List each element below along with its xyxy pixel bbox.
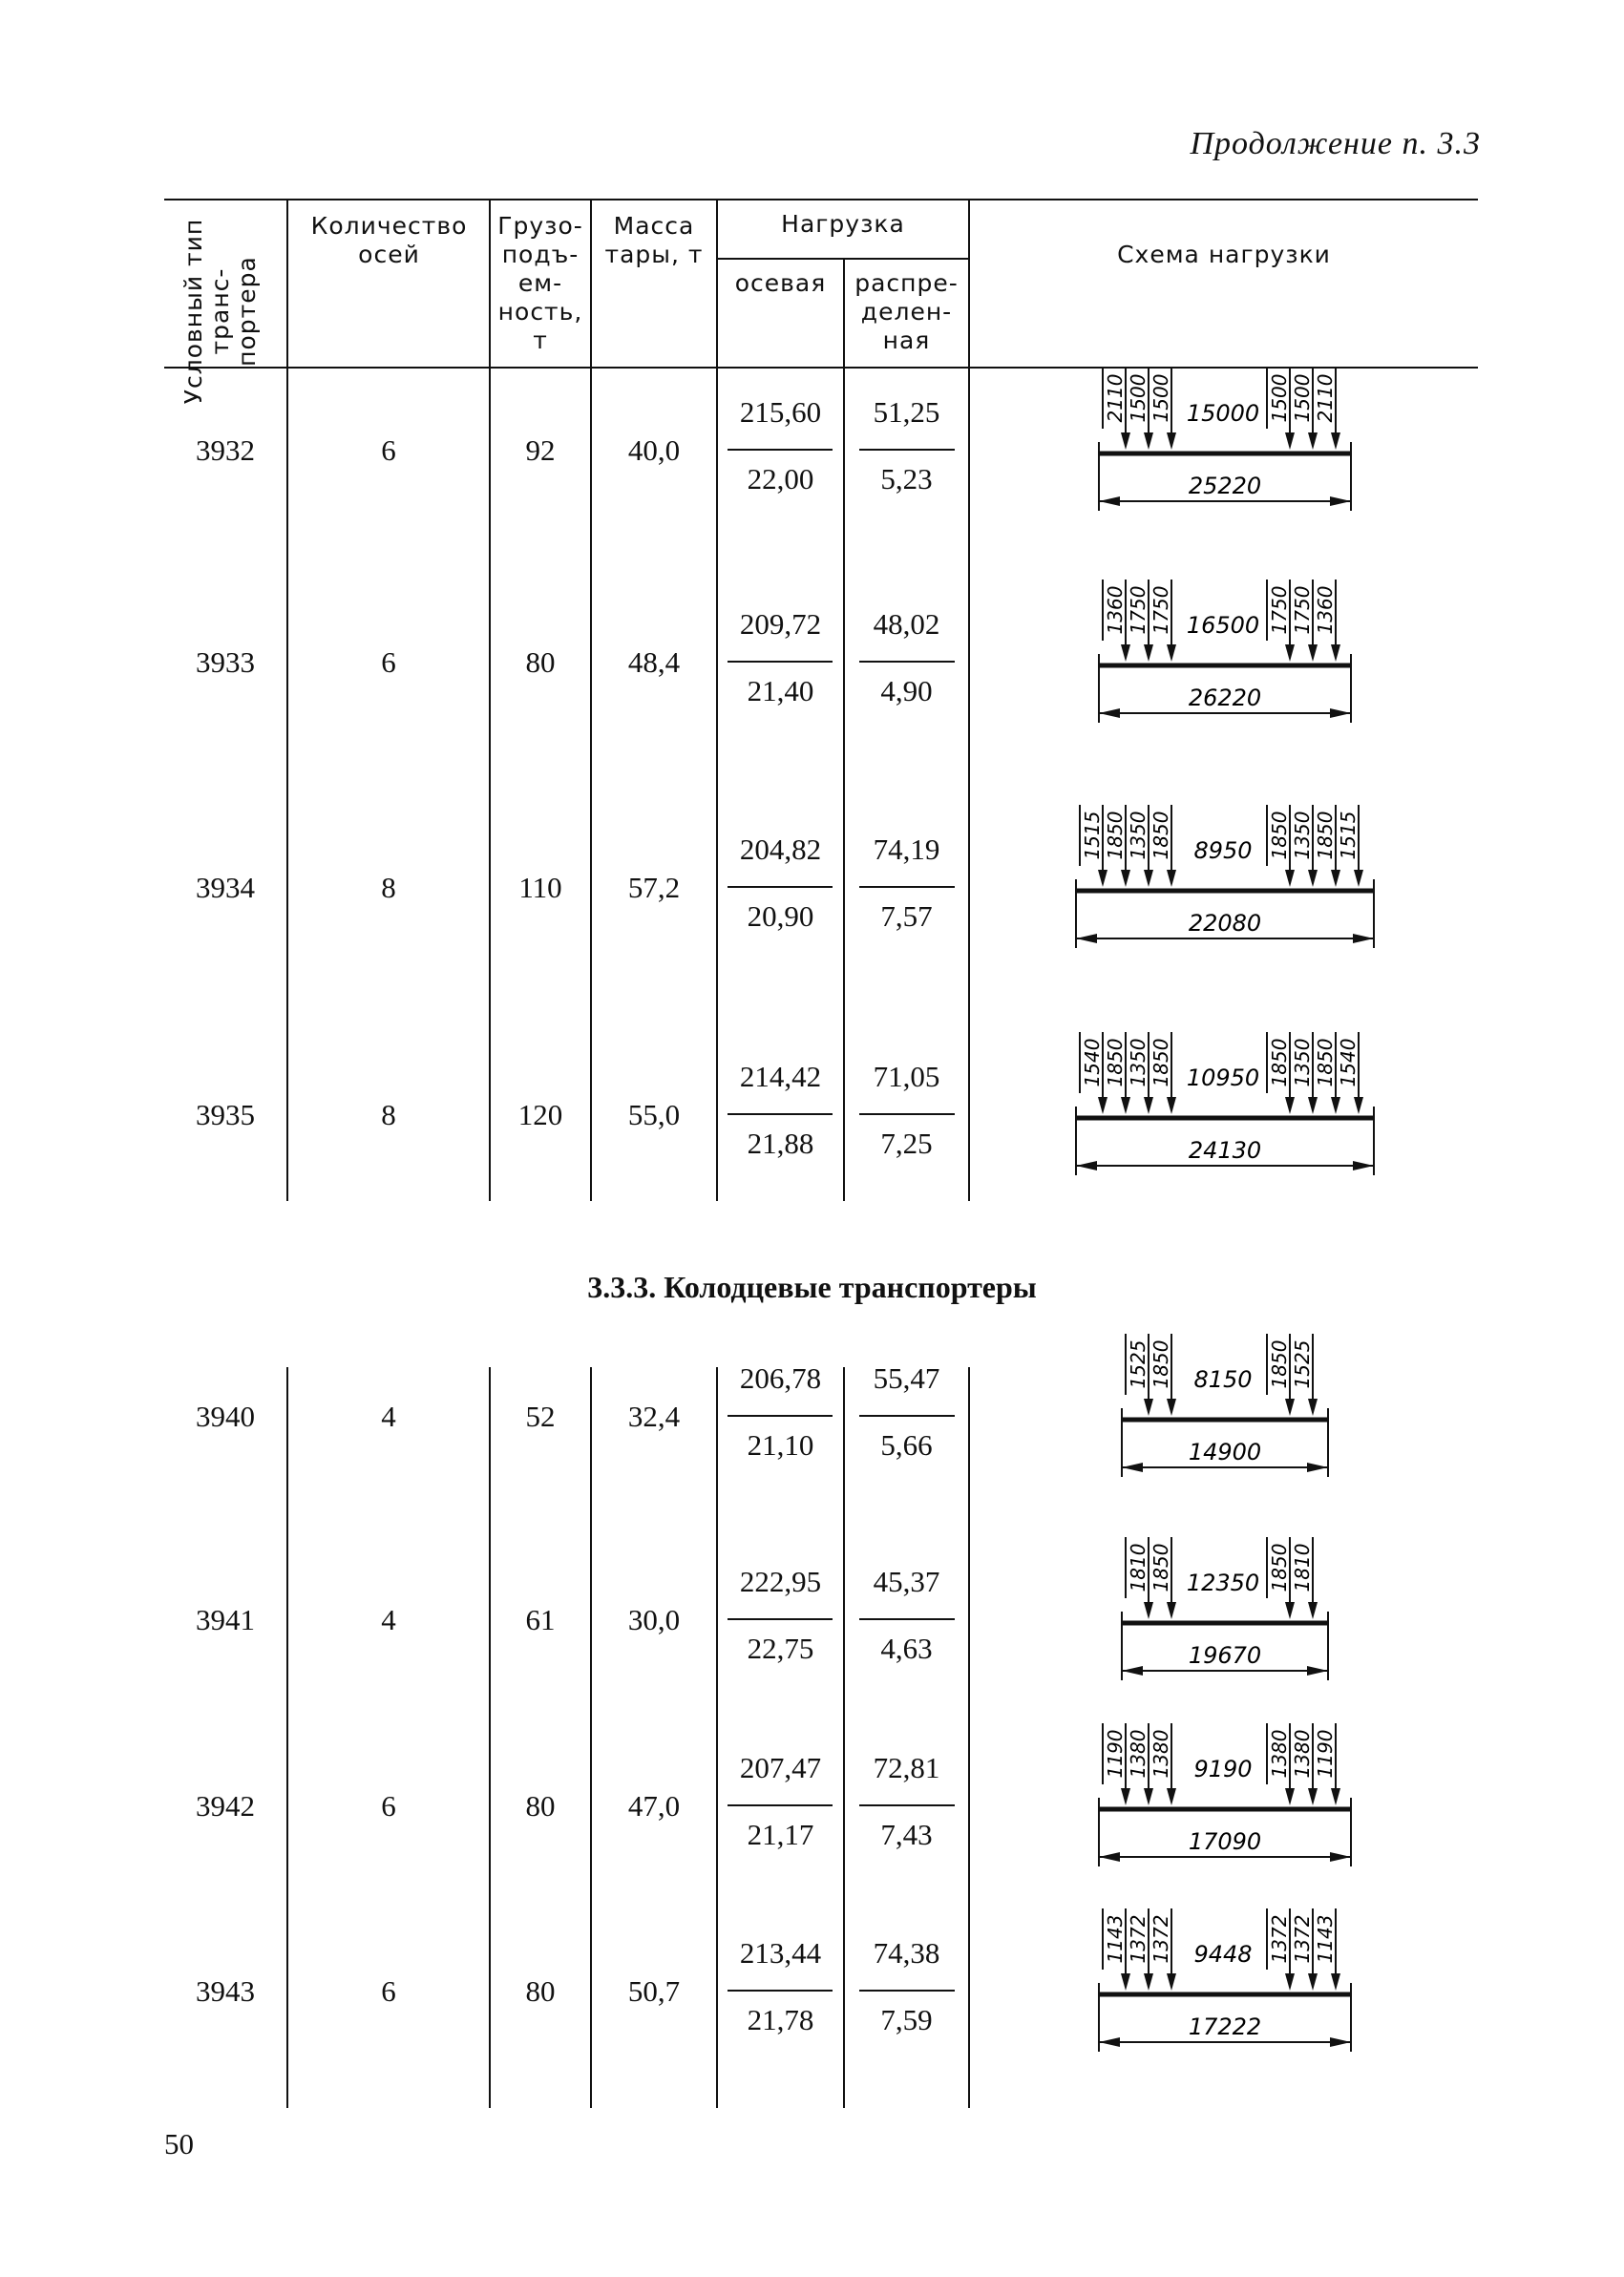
axle-spacing-label: 1360 [1104, 585, 1127, 635]
cell-axles: 6 [381, 433, 396, 467]
axle-spacing-label: 1850 [1104, 811, 1127, 860]
cell-dist_num: 48,02 [873, 607, 940, 641]
axle-arrowhead [1285, 870, 1295, 887]
axle-arrowhead [1285, 1399, 1295, 1416]
axle-arrowhead [1308, 644, 1318, 662]
axle-spacing-label: 1500 [1127, 373, 1149, 423]
axle-arrowhead [1121, 1097, 1130, 1114]
axle-arrowhead [1285, 1973, 1295, 1991]
cell-axles: 4 [381, 1400, 396, 1433]
scheme-middle-label: 16500 [1186, 612, 1260, 639]
cell-axles: 6 [381, 1974, 396, 2008]
fraction-bar [728, 886, 833, 888]
axle-spacing-label: 1500 [1149, 373, 1172, 423]
axle-arrowhead [1308, 1097, 1318, 1114]
cell-axial_num: 207,47 [739, 1751, 822, 1784]
dimension-arrow [1330, 1852, 1351, 1862]
cell-capacity: 52 [525, 1400, 556, 1433]
axle-spacing-label: 1143 [1314, 1914, 1337, 1964]
axle-spacing-label: 1372 [1127, 1914, 1149, 1964]
cell-tare: 50,7 [627, 1974, 681, 2008]
axle-spacing-label: 1500 [1291, 373, 1314, 423]
cell-axial_num: 222,95 [739, 1565, 822, 1598]
cell-dist_num: 45,37 [873, 1565, 940, 1598]
dimension-arrow [1307, 1463, 1328, 1472]
axle-arrowhead [1331, 1097, 1340, 1114]
cell-dist_den: 7,59 [880, 2003, 933, 2036]
fraction-bar [728, 1618, 833, 1620]
fraction-bar [859, 1415, 955, 1417]
axle-arrowhead [1308, 1973, 1318, 1991]
fraction-bar [728, 661, 833, 663]
dimension-arrow [1076, 1161, 1097, 1170]
cell-tare: 57,2 [627, 871, 681, 904]
axle-spacing-label: 1810 [1291, 1543, 1314, 1592]
scheme-middle-label: 15000 [1186, 400, 1260, 427]
column-header-axial: осевая [734, 269, 827, 297]
axle-spacing-label: 1380 [1291, 1729, 1314, 1779]
axle-arrowhead [1285, 1097, 1295, 1114]
axle-spacing-label: 1190 [1104, 1729, 1127, 1779]
section-title: 3.3.3. Колодцевые транспортеры [587, 1270, 1037, 1304]
axle-arrowhead [1285, 1602, 1295, 1619]
axle-arrowhead [1354, 870, 1363, 887]
fraction-bar [859, 886, 955, 888]
cell-tare: 30,0 [627, 1603, 681, 1636]
axle-spacing-label: 1525 [1291, 1339, 1314, 1389]
load-scheme-diagram [1099, 1529, 1351, 1692]
header-separator [286, 199, 288, 368]
column-rule [590, 369, 592, 1201]
cell-type: 3942 [196, 1789, 255, 1823]
dimension-arrow [1099, 708, 1120, 718]
column-header-distributed: распре- делен- ная [854, 269, 959, 354]
axle-arrowhead [1167, 1973, 1176, 1991]
cell-dist_den: 7,43 [880, 1818, 933, 1851]
dimension-arrow [1099, 496, 1120, 506]
axle-spacing-label: 1850 [1149, 1339, 1172, 1389]
axle-arrowhead [1331, 1788, 1340, 1805]
axle-arrowhead [1144, 1399, 1153, 1416]
cell-axial_den: 22,00 [747, 462, 814, 495]
column-rule [968, 1367, 970, 2108]
scheme-total-label: 22080 [1188, 910, 1262, 937]
cell-axial_den: 21,17 [747, 1818, 814, 1851]
cell-tare: 47,0 [627, 1789, 681, 1823]
dimension-arrow [1353, 1161, 1374, 1170]
axle-spacing-label: 1850 [1149, 1038, 1172, 1087]
axle-spacing-label: 1750 [1268, 585, 1291, 635]
cell-axial_den: 22,75 [747, 1632, 814, 1665]
axle-spacing-label: 1750 [1127, 585, 1149, 635]
cell-dist_den: 5,23 [880, 462, 933, 495]
axle-arrowhead [1308, 432, 1318, 450]
cell-tare: 48,4 [627, 645, 681, 679]
fraction-bar [728, 1804, 833, 1806]
axle-arrowhead [1308, 1602, 1318, 1619]
dimension-arrow [1122, 1666, 1143, 1676]
column-rule [489, 369, 491, 1201]
dimension-arrow [1099, 1852, 1120, 1862]
cell-type: 3933 [196, 645, 255, 679]
fraction-bar [728, 1113, 833, 1115]
axle-spacing-label: 1350 [1127, 1038, 1149, 1087]
load-scheme-diagram [1053, 1024, 1397, 1187]
cell-type: 3941 [196, 1603, 255, 1636]
cell-dist_num: 74,38 [873, 1936, 940, 1970]
axle-spacing-label: 1372 [1268, 1914, 1291, 1964]
axle-spacing-label: 1850 [1149, 811, 1172, 860]
axle-spacing-label: 1850 [1268, 1543, 1291, 1592]
axle-arrowhead [1285, 432, 1295, 450]
axle-spacing-label: 1515 [1081, 811, 1104, 860]
axle-spacing-label: 1350 [1291, 1038, 1314, 1087]
cell-axial_num: 209,72 [739, 607, 822, 641]
axle-arrowhead [1144, 1602, 1153, 1619]
cell-axles: 8 [381, 1098, 396, 1131]
cell-capacity: 120 [517, 1098, 563, 1131]
fraction-bar [859, 1113, 955, 1115]
axle-arrowhead [1331, 432, 1340, 450]
scheme-total-label: 14900 [1188, 1439, 1262, 1465]
axle-spacing-label: 1350 [1291, 811, 1314, 860]
column-rule [843, 1367, 845, 2108]
fraction-bar [859, 1618, 955, 1620]
continuation-label: Продолжение п. 3.3 [1190, 126, 1481, 161]
fraction-bar [859, 449, 955, 451]
scheme-total-label: 17090 [1188, 1828, 1262, 1855]
cell-dist_num: 71,05 [873, 1060, 940, 1093]
cell-axial_num: 215,60 [739, 395, 822, 429]
cell-type: 3943 [196, 1974, 255, 2008]
dimension-arrow [1076, 934, 1097, 943]
axle-spacing-label: 1850 [1149, 1543, 1172, 1592]
axle-spacing-label: 1850 [1268, 1339, 1291, 1389]
cell-axial_den: 21,88 [747, 1127, 814, 1160]
cell-type: 3934 [196, 871, 255, 904]
axle-arrowhead [1308, 1399, 1318, 1416]
header-separator [968, 199, 970, 368]
axle-spacing-label: 1750 [1149, 585, 1172, 635]
table-top-rule [164, 199, 1478, 200]
cell-dist_den: 7,57 [880, 899, 933, 933]
axle-spacing-label: 1380 [1149, 1729, 1172, 1779]
column-rule [968, 369, 970, 1201]
dimension-arrow [1122, 1463, 1143, 1472]
axle-spacing-label: 1143 [1104, 1914, 1127, 1964]
scheme-middle-label: 9448 [1193, 1941, 1253, 1968]
axle-spacing-label: 1515 [1337, 811, 1360, 860]
fraction-bar [859, 1990, 955, 1992]
column-header-load: Нагрузка [781, 210, 905, 238]
cell-axles: 4 [381, 1603, 396, 1636]
cell-axial_den: 21,10 [747, 1428, 814, 1462]
fraction-bar [728, 1990, 833, 1992]
axle-spacing-label: 1850 [1268, 811, 1291, 860]
axle-arrowhead [1121, 1788, 1130, 1805]
column-header-tare: Масса тары, т [604, 212, 704, 268]
axle-arrowhead [1167, 1097, 1176, 1114]
axle-arrowhead [1285, 644, 1295, 662]
scheme-total-label: 24130 [1188, 1137, 1262, 1164]
axle-spacing-label: 1525 [1127, 1339, 1149, 1389]
cell-tare: 55,0 [627, 1098, 681, 1131]
axle-spacing-label: 1372 [1291, 1914, 1314, 1964]
cell-axial_den: 21,78 [747, 2003, 814, 2036]
cell-dist_den: 4,63 [880, 1632, 933, 1665]
column-header-type: Условный тип транс- портера [179, 218, 261, 405]
axle-spacing-label: 1540 [1081, 1038, 1104, 1087]
dimension-arrow [1307, 1666, 1328, 1676]
fraction-bar [728, 1415, 833, 1417]
fraction-bar [859, 1804, 955, 1806]
axle-arrowhead [1121, 870, 1130, 887]
axle-arrowhead [1167, 432, 1176, 450]
cell-axles: 6 [381, 1789, 396, 1823]
axle-arrowhead [1285, 1788, 1295, 1805]
axle-arrowhead [1144, 1097, 1153, 1114]
cell-type: 3935 [196, 1098, 255, 1131]
axle-arrowhead [1331, 644, 1340, 662]
axle-spacing-label: 1540 [1337, 1038, 1360, 1087]
axle-spacing-label: 1360 [1314, 585, 1337, 635]
axle-spacing-label: 1500 [1268, 373, 1291, 423]
dimension-arrow [1099, 2037, 1120, 2047]
column-rule [286, 369, 288, 1201]
scheme-middle-label: 9190 [1193, 1756, 1253, 1782]
scheme-total-label: 19670 [1188, 1642, 1262, 1669]
dimension-arrow [1330, 496, 1351, 506]
dimension-arrow [1330, 2037, 1351, 2047]
cell-capacity: 110 [518, 871, 562, 904]
column-header-axles: Количество осей [310, 212, 468, 268]
page-number: 50 [164, 2127, 194, 2161]
axle-arrowhead [1098, 1097, 1107, 1114]
axle-spacing-label: 2110 [1314, 373, 1337, 423]
axle-spacing-label: 1372 [1149, 1914, 1172, 1964]
scheme-middle-label: 8950 [1193, 837, 1253, 864]
axle-arrowhead [1167, 1399, 1176, 1416]
cell-dist_num: 74,19 [873, 833, 940, 866]
axle-arrowhead [1167, 1602, 1176, 1619]
axle-arrowhead [1331, 870, 1340, 887]
axle-spacing-label: 1850 [1268, 1038, 1291, 1087]
load-scheme-diagram [1076, 360, 1374, 522]
axle-arrowhead [1121, 1973, 1130, 1991]
axle-spacing-label: 1350 [1127, 811, 1149, 860]
axle-spacing-label: 1380 [1127, 1729, 1149, 1779]
load-scheme-diagram [1053, 797, 1397, 959]
axle-arrowhead [1354, 1097, 1363, 1114]
cell-dist_num: 72,81 [873, 1751, 940, 1784]
cell-capacity: 80 [525, 645, 556, 679]
cell-dist_num: 55,47 [873, 1361, 940, 1395]
cell-axial_den: 21,40 [747, 674, 814, 707]
axle-spacing-label: 1810 [1127, 1543, 1149, 1592]
scheme-total-label: 25220 [1188, 473, 1262, 499]
cell-axial_den: 20,90 [747, 899, 814, 933]
cell-capacity: 80 [525, 1974, 556, 2008]
axle-arrowhead [1144, 1788, 1153, 1805]
axle-arrowhead [1144, 644, 1153, 662]
axle-arrowhead [1167, 870, 1176, 887]
load-scheme-diagram [1076, 572, 1374, 734]
scheme-middle-label: 8150 [1193, 1366, 1253, 1393]
cell-axial_num: 204,82 [739, 833, 822, 866]
cell-tare: 32,4 [627, 1400, 681, 1433]
load-scheme-diagram [1099, 1326, 1351, 1488]
axle-spacing-label: 1380 [1268, 1729, 1291, 1779]
axle-arrowhead [1144, 870, 1153, 887]
axle-arrowhead [1098, 870, 1107, 887]
axle-arrowhead [1167, 1788, 1176, 1805]
column-rule [716, 1367, 718, 2108]
cell-capacity: 61 [525, 1603, 556, 1636]
dimension-arrow [1353, 934, 1374, 943]
header-separator [590, 199, 592, 368]
fraction-bar [728, 449, 833, 451]
axle-spacing-label: 2110 [1104, 373, 1127, 423]
cell-axial_num: 206,78 [739, 1361, 822, 1395]
cell-tare: 40,0 [627, 433, 681, 467]
cell-type: 3932 [196, 433, 255, 467]
axle-spacing-label: 1850 [1314, 1038, 1337, 1087]
scheme-total-label: 17222 [1188, 2013, 1262, 2040]
scheme-middle-label: 12350 [1186, 1570, 1260, 1596]
cell-axles: 6 [381, 645, 396, 679]
load-scheme-diagram [1076, 1716, 1374, 1878]
axle-arrowhead [1144, 1973, 1153, 1991]
cell-dist_den: 7,25 [880, 1127, 933, 1160]
axle-arrowhead [1308, 1788, 1318, 1805]
axle-arrowhead [1121, 432, 1130, 450]
load-scheme-diagram [1076, 1901, 1374, 2063]
axle-arrowhead [1121, 644, 1130, 662]
fraction-bar [859, 661, 955, 663]
axle-arrowhead [1331, 1973, 1340, 1991]
axle-spacing-label: 1750 [1291, 585, 1314, 635]
axle-spacing-label: 1850 [1314, 811, 1337, 860]
axle-arrowhead [1167, 644, 1176, 662]
column-header-scheme: Схема нагрузки [1117, 241, 1331, 268]
axle-arrowhead [1144, 432, 1153, 450]
cell-axial_num: 214,42 [739, 1060, 822, 1093]
axle-arrowhead [1308, 870, 1318, 887]
cell-capacity: 80 [525, 1789, 556, 1823]
cell-type: 3940 [196, 1400, 255, 1433]
dimension-arrow [1330, 708, 1351, 718]
scheme-middle-label: 10950 [1186, 1065, 1260, 1091]
cell-capacity: 92 [525, 433, 556, 467]
cell-dist_den: 4,90 [880, 674, 933, 707]
column-header-capacity: Грузо- подъ- ем- ность, т [497, 212, 583, 354]
cell-axial_num: 213,44 [739, 1936, 822, 1970]
scheme-total-label: 26220 [1188, 685, 1262, 711]
axle-spacing-label: 1850 [1104, 1038, 1127, 1087]
cell-axles: 8 [381, 871, 396, 904]
axle-spacing-label: 1190 [1314, 1729, 1337, 1779]
cell-dist_num: 51,25 [873, 395, 940, 429]
cell-dist_den: 5,66 [880, 1428, 933, 1462]
